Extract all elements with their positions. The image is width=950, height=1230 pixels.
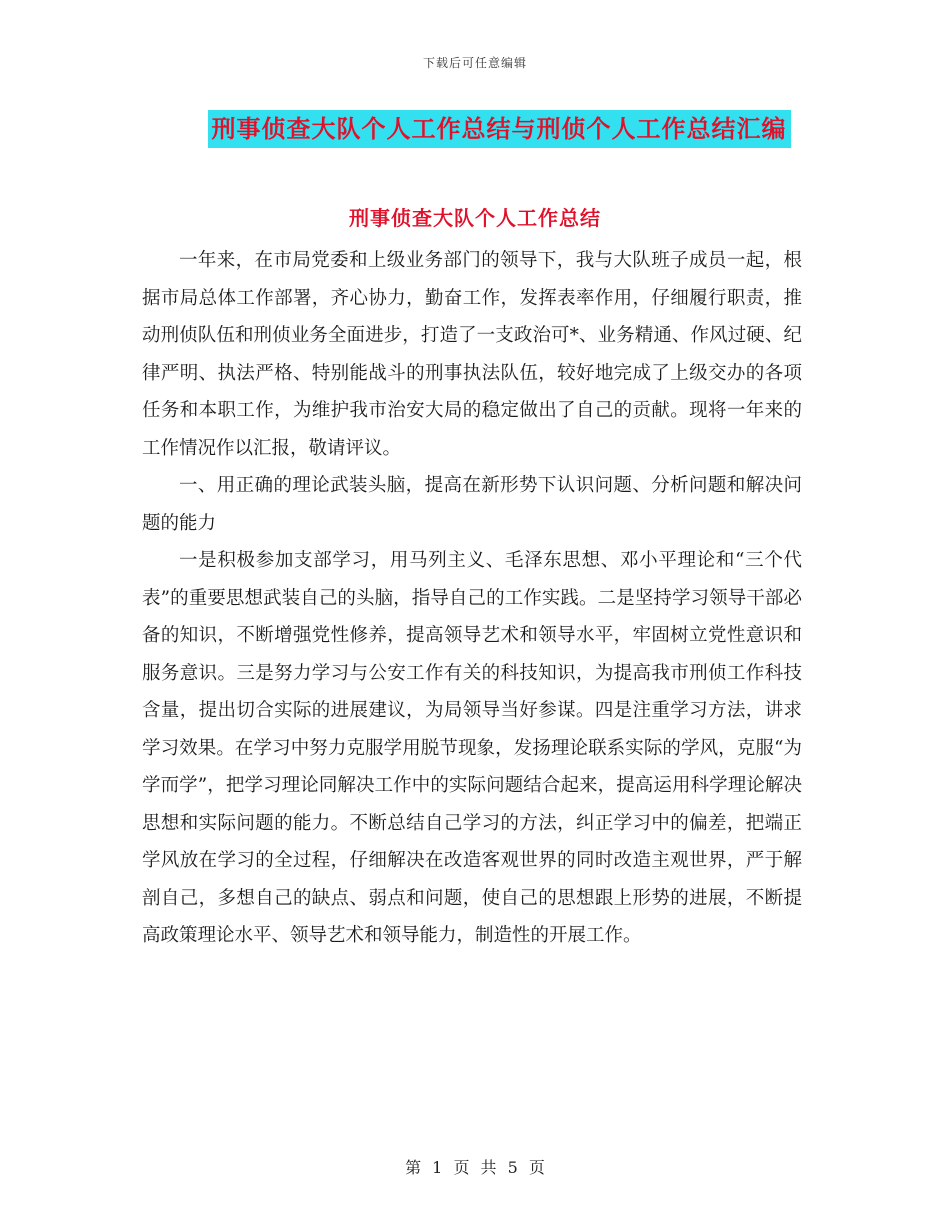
- paragraph-heading-one: 一、用正确的理论武装头脑，提高在新形势下认识问题、分析问题和解决问题的能力: [142, 475, 802, 534]
- paragraph-study: 一是积极参加支部学习，用马列主义、毛泽东思想、邓小平理论和“三个代表”的重要思想武装自己的头脑，指导自己的工作实践。二是坚持学习领导干部必备的知识，不断增强党性修养，提高领导艺术和领导水平，牢固树立党性意识和服务意识。三是努力学习与公安工作有关的科技知识，为提高我市刑侦工作科技含量，提出切合实际的进展建议，为局领导当好参谋。四是注重学习方法，讲求学习效果。在学习中努力克服学用脱节现象，发扬理论联系实际的学风，克服“为学而学”，把学习理论同解决工作中的实际问题结合起来，提高运用科学理论解决思想和实际问题的能力。不断总结自己学习的方法，纠正学习中的偏差，把端正学风放在学习的全过程，仔细解决在改造客观世界的同时改造主观世界，严于解剖自己，多想自己的缺点、弱点和问题，使自己的思想跟上形势的进展，不断提高政策理论水平、领导艺术和领导能力，制造性的开展工作。: [142, 550, 802, 946]
- page-header-note: 下载后可任意编辑: [422, 56, 527, 70]
- section-title: 刑事侦查大队个人工作总结: [349, 206, 601, 230]
- document-body: [142, 242, 802, 955]
- main-title-container: [0, 110, 950, 148]
- page-footer-indicator: 第 1 页 共 5 页: [405, 1158, 545, 1177]
- main-title: 刑事侦查大队个人工作总结与刑侦个人工作总结汇编: [208, 110, 791, 148]
- paragraph-intro: 一年来，在市局党委和上级业务部门的领导下，我与大队班子成员一起，根据市局总体工作部署，齐心协力，勤奋工作，发挥表率作用，仔细履行职责，推动刑侦队伍和刑侦业务全面进步，打造了一支政治可*、业务精通、作风过硬、纪律严明、执法严格、特别能战斗的刑事执法队伍，较好地完成了上级交办的各项任务和本职工作，为维护我市治安大局的稳定做出了自己的贡献。现将一年来的工作情况作以汇报，敬请评议。: [142, 250, 802, 459]
